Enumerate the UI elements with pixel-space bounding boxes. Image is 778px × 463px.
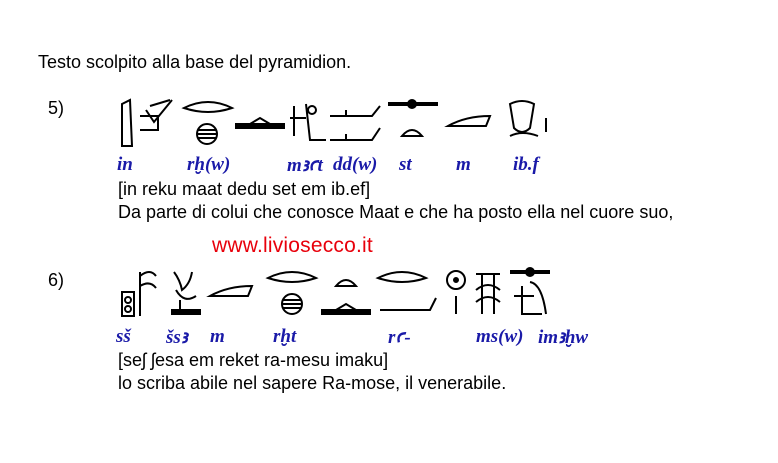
translit-5-1: rḫ(w) bbox=[187, 154, 231, 175]
translit-6-6: imꜣḫw bbox=[538, 327, 589, 348]
translit-5-6: ib.f bbox=[513, 154, 539, 175]
translit-5-3: dd(w) bbox=[333, 154, 378, 175]
line-number-5: 5) bbox=[48, 98, 65, 118]
goat-glyph bbox=[174, 272, 196, 310]
wall-glyph bbox=[140, 116, 158, 130]
loaf-glyph bbox=[402, 130, 422, 136]
translit-6-5: ms(w) bbox=[476, 326, 524, 347]
reading-6: [seʃ ʃesa em reket ra-mesu imaku] bbox=[118, 350, 389, 370]
translit-5-0: in bbox=[117, 154, 133, 175]
page-title: Testo scolpito alla base del pyramidion. bbox=[38, 52, 352, 72]
translit-6-1: šsꜣ bbox=[166, 327, 188, 348]
website-url[interactable]: www.liviosecco.it bbox=[212, 234, 373, 257]
plinth-glyph-6 bbox=[172, 310, 200, 314]
translation-6: lo scriba abile nel sapere Ra-mose, il venerabile. bbox=[118, 373, 507, 393]
m-glyph bbox=[448, 116, 490, 126]
hieroglyph-row-5 bbox=[110, 96, 560, 152]
translit-5-5: m bbox=[456, 154, 471, 175]
translation-5: Da parte di colui che conosce Maat e che ha posto ella nel cuore suo, bbox=[118, 202, 674, 222]
loaf-glyph-6 bbox=[336, 280, 356, 286]
imakhu-glyph bbox=[514, 282, 546, 314]
translit-6-4: rꜥ- bbox=[388, 327, 411, 348]
arm-glyph bbox=[330, 106, 380, 116]
hieroglyph-row-6 bbox=[110, 266, 560, 324]
m-glyph-6 bbox=[210, 286, 252, 296]
translit-6-0: sš bbox=[116, 326, 131, 347]
arm-glyph-6 bbox=[380, 298, 436, 310]
translit-5-4: st bbox=[399, 154, 412, 175]
mouth-glyph-6 bbox=[268, 272, 316, 282]
reed-leaf-glyph bbox=[122, 100, 132, 146]
mouth-glyph bbox=[184, 102, 232, 112]
heart-jar-glyph bbox=[510, 101, 534, 132]
arm-glyph-2 bbox=[330, 128, 380, 140]
reading-5: [in reku maat dedu set em ib.ef] bbox=[118, 179, 371, 199]
translit-6-3: rḫt bbox=[273, 326, 297, 347]
plinth-glyph bbox=[236, 124, 284, 128]
ms-glyph bbox=[476, 274, 500, 314]
translit-5-2: mꜣꜥt bbox=[287, 155, 323, 176]
translit-6-2: m bbox=[210, 326, 225, 347]
line-number-6: 6) bbox=[48, 270, 65, 290]
r-glyph bbox=[378, 272, 426, 282]
plinth-glyph-6b bbox=[322, 310, 370, 314]
reed-glyph bbox=[140, 272, 156, 316]
